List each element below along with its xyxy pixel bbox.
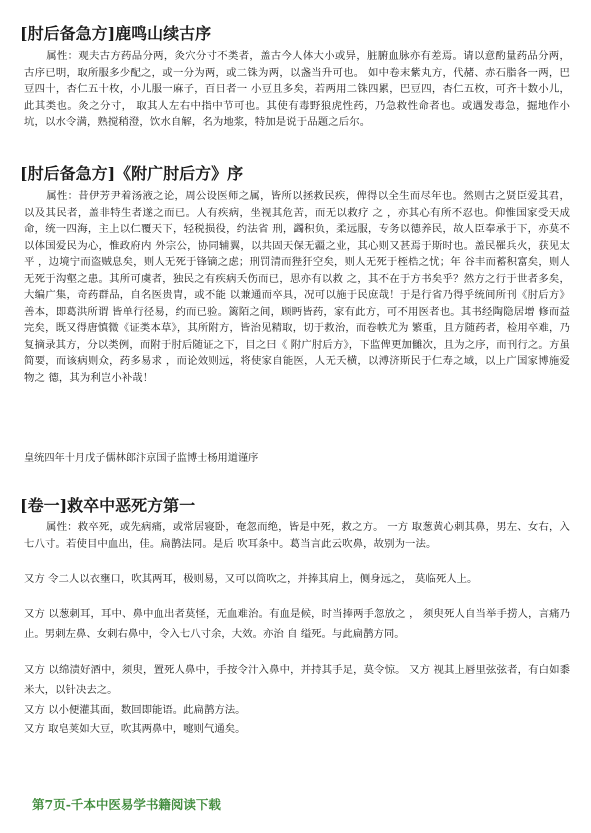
recipe-item: 又方 以葱刺耳，耳中、鼻中血出者莫怪，无血难治。有血是候，时当捧两手忽放之 ， 须臾死人自当举手捞人，言痛乃止。男刺左鼻、女刺右鼻中，令入七八寸余，大效。亦治 自 缢死。与此扁鹊方同。 <box>24 608 570 640</box>
recipe-item: 又方 取皂荚如大豆，吹其两鼻中，嚏则气通矣。 <box>24 723 246 735</box>
recipe-item: 又方 以绵渍好酒中，须臾，置死人鼻中，手按令汁入鼻中，并持其手足，莫令惊。 又方 视其上唇里弦弦者，有白如黍米大，以针决去之。 <box>24 664 570 696</box>
section-title-chapter-one: [卷一]救卒中恶死方第一 <box>20 496 196 515</box>
preface-text: 属性：观夫古方药品分两，灸穴分寸不类者，盖古今人体大小或异，脏腑血脉亦有差焉。请以意酌量药品分两，古序已明，取所服多少配之，或一分为两，或二铢为两，以盏当升可也。 如中卷末紫丸方，代赭、赤石脂各一两，巴豆四十，杏仁五十枚，小儿服一麻子，百日者一 小豆且多矣，若两用二铢四累，巴豆四，杏仁五枚，可齐十数小儿，此其类也。灸之分寸， 取其人左右中指中节可也。其使有毒野狼虎性药，乃急救性命者也。或遇发毒急，掘地作小 坑，以水令满，熟搅稍澄，饮水自解，名为地浆，特加是说于品题之后尔。 <box>24 50 570 128</box>
preface-body <box>24 48 570 131</box>
page-footer[interactable]: 第7页-千本中医易学书籍阅读下载 <box>32 797 221 812</box>
section-title-appendix-preface: [肘后备急方]《附广肘后方》序 <box>20 164 244 183</box>
recipe-item: 又方 令二人以衣壅口，吹其两耳，极则易，又可以筒吹之，并捧其肩上，侧身远之， 莫临死人上。 <box>24 573 478 585</box>
appendix-preface-body <box>24 188 570 386</box>
chapter-one-intro-text: 属性：救卒死，或先病痛，或常居寝卧，奄忽而绝，皆是中死，救之方。 一方 取葱黄心刺其鼻，男左、女右，入七八寸。若使目中血出，佳。扁鹊法同。是后 吹耳条中。葛当言此云吹鼻，故别为一法。 <box>24 521 570 550</box>
chapter-one-intro <box>24 519 570 552</box>
section-title-preface: [肘后备急方]鹿鸣山续古序 <box>20 24 212 43</box>
signature-line: 皇统四年十月戊子儒林郎汴京国子监博士杨用道谨序 <box>24 453 259 464</box>
recipe-item: 又方 以小便灌其面，数回即能语。此扁鹊方法。 <box>24 704 246 716</box>
appendix-preface-text: 属性：昔伊芳尹着汤液之论，周公设医师之属，皆所以拯救民疾，俾得以全生而尽年也。然则古之贤臣爱其君，以及其民者，盖非特生者遂之而已。人有疾病，坐视其危苦，而无以救疗 之 ，亦其心有所不忍也。仰惟国家受天成命，统一四海，主上以仁覆天下，轻税损役，约法省 刑，蠲积负，柔远服，专务以德养民，故人臣奉承于下，亦莫不以体国爱民为心，惟政府内 外宗公，协同辅翼，以共固天保无疆之业，其心则又甚焉于斯时也。盖民罹兵火，获见太平 ，边境宁而盗贼息矣，则人无死于锋镝之虑；刑罚清而狴犴空矣，则人无死于桎梏之忧；年 谷丰而蓄积富矣，则人无死于沟壑之患。其所可虞者，独民之有疾病夭伤而已，思亦有以救 之，其不在于方书矣乎？然方之行于世者多矣，大编广集，奇药群品，自名医贵胄，或不能 以兼通而卒具，况可以施于民庶哉！于是行省乃得乎统间所刊《肘后方》善本，即葛洪所谓 皆单行径易，约而已验。篱陌之间，顾眄皆药，家有此方，可不用医者也。其书经陶隐居增 修而益完矣，既又得唐慎微《证类本草》，其所附方，皆治见精取，切于救治，而卷帙尤为 繁重，且方随药者，检用卒难，乃复摘录其方，分以类例，而附于肘后随证之下，目之曰《 附广肘后方》，下监俾更加雠次，且为之序，而刊行之。方虽简要，而该病则众，药多易求 ，而论效则远，将使家自能医，人无夭横，以溥济斯民于仁寿之域，以上广国家博施爱物之 德，其为利岂小补哉！ <box>24 190 570 384</box>
